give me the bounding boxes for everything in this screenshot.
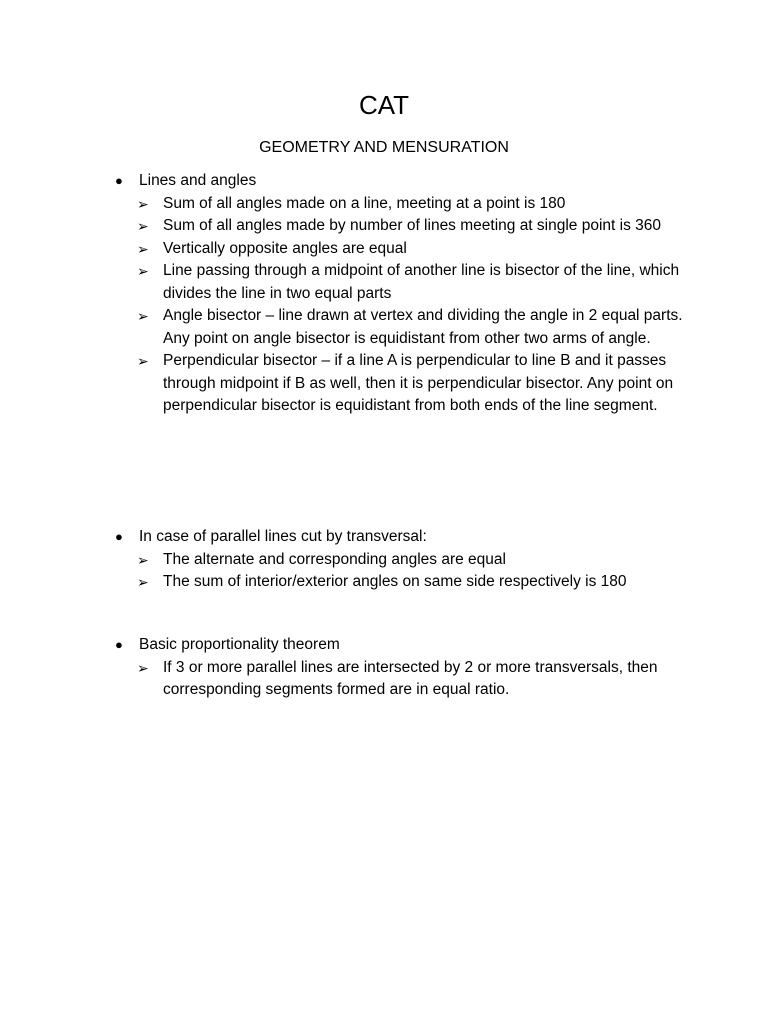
bullet-item <box>113 170 683 193</box>
arrow-bullet-icon: ➢ <box>137 263 149 279</box>
arrow-bullet-icon: ➢ <box>137 240 149 257</box>
bullet-dot-icon: ● <box>115 637 123 652</box>
section-heading: Basic proportionality theorem <box>139 636 340 653</box>
list-item: ➢ Sum of all angles made on a line, meeting at a point is 180 <box>113 193 683 216</box>
document-title: CAT <box>358 90 410 120</box>
arrow-bullet-icon: ➢ <box>137 195 149 212</box>
bullet-item <box>113 526 683 549</box>
arrow-bullet-icon: ➢ <box>137 551 149 568</box>
bullet-dot-icon: ● <box>115 529 123 544</box>
arrow-bullet-icon: ➢ <box>137 218 149 234</box>
sub-list <box>113 657 683 702</box>
list-item: ➢ Angle bisector – line drawn at vertex and dividing the angle in 2 equal parts. Any point on angle bisector is equidistant from other two arms of angle. <box>113 305 683 350</box>
section-parallel-lines <box>113 526 683 594</box>
list-item: ➢ Line passing through a midpoint of another line is bisector of the line, which divides the line in two equal parts <box>113 260 683 305</box>
bullet-dot-icon: ● <box>115 173 123 188</box>
sub-list <box>113 549 683 594</box>
sub-list <box>113 193 683 418</box>
arrow-bullet-icon: ➢ <box>137 659 149 676</box>
arrow-bullet-icon: ➢ <box>137 574 149 590</box>
list-item: ➢ Vertically opposite angles are equal <box>113 238 683 261</box>
section-heading: In case of parallel lines cut by transversal: <box>139 528 427 545</box>
list-item: ➢ If 3 or more parallel lines are intersected by 2 or more transversals, then corresponding segments formed are in equal ratio. <box>113 657 683 702</box>
list-item: ➢ The alternate and corresponding angles are equal <box>113 549 683 572</box>
arrow-bullet-icon: ➢ <box>137 353 149 369</box>
list-item: ➢ Perpendicular bisector – if a line A is perpendicular to line B and it passes through midpoint if B as well, then it is perpendicular bisector. Any point on perpendicular bisector is equidistant from both ends of the line segment. <box>113 350 683 418</box>
section-lines-and-angles <box>113 170 683 418</box>
document-subtitle: GEOMETRY AND MENSURATION <box>259 139 509 156</box>
section-heading: Lines and angles <box>139 172 257 189</box>
bullet-item <box>113 634 683 657</box>
list-item: ➢ The sum of interior/exterior angles on same side respectively is 180 <box>113 571 683 594</box>
arrow-bullet-icon: ➢ <box>137 308 149 324</box>
list-item: ➢ Sum of all angles made by number of lines meeting at single point is 360 <box>113 215 683 238</box>
section-proportionality <box>113 634 683 702</box>
